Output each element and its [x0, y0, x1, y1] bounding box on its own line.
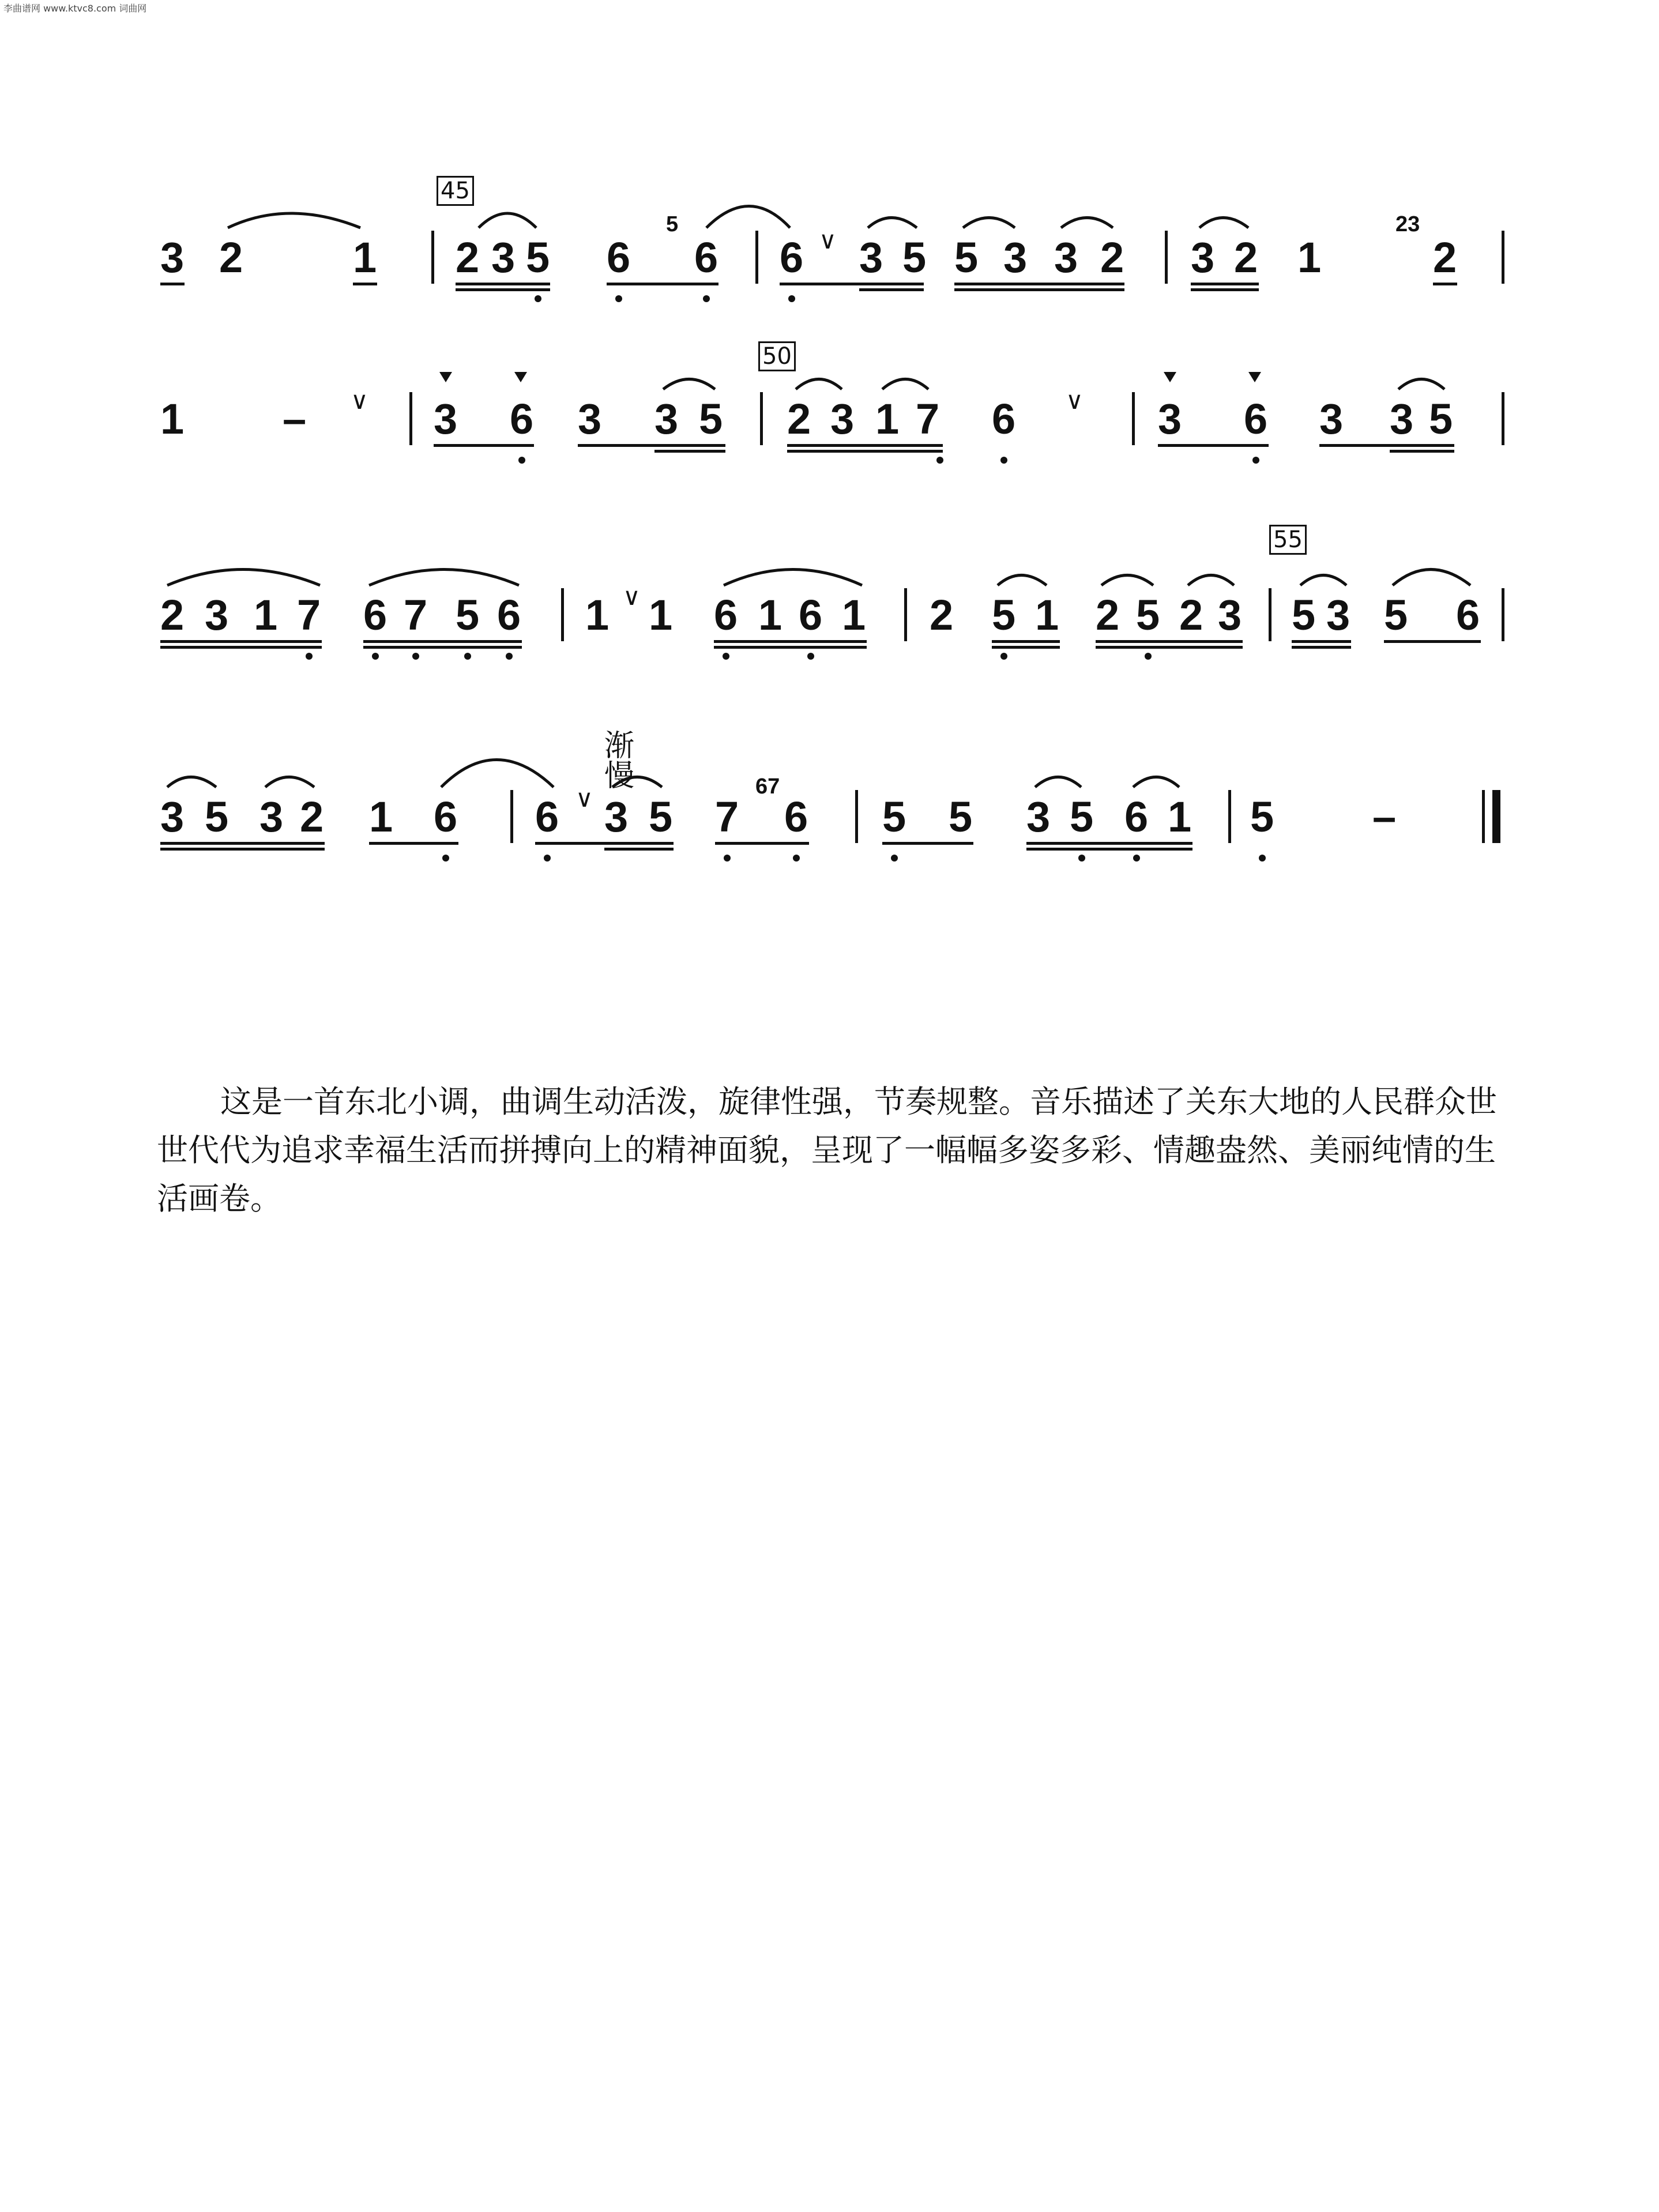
- slur: [441, 760, 554, 788]
- slur: [724, 570, 862, 586]
- note: 2: [1234, 234, 1258, 281]
- note: 5: [1292, 591, 1316, 639]
- note: 6: [497, 591, 521, 639]
- slur: [882, 379, 928, 390]
- note: 5: [1250, 793, 1274, 841]
- slur-layer: [0, 0, 1659, 923]
- note: 3: [160, 234, 185, 281]
- note: 3: [1158, 395, 1182, 443]
- breath-mark: ∨: [623, 582, 641, 611]
- slur: [1393, 570, 1470, 586]
- description-paragraph: 这是一首东北小调，曲调生动活泼，旋律性强，节奏规整。音乐描述了关东大地的人民群众世世代代为追求幸福生活而拼搏向上的精神面貌，呈现了一幅幅多姿多彩、情趣盎然、美丽纯情的生活画卷。: [157, 1084, 1497, 1217]
- note: 3: [259, 793, 284, 841]
- note: 1: [875, 395, 900, 443]
- note: 1: [369, 793, 393, 841]
- note: 2: [1433, 234, 1457, 281]
- slur: [1398, 379, 1444, 390]
- note: 6: [992, 395, 1016, 443]
- rehearsal-mark: 55: [1269, 525, 1307, 555]
- slur: [1188, 575, 1234, 586]
- note: 7: [404, 591, 428, 639]
- note: 5: [1384, 591, 1408, 639]
- note: 1: [1297, 234, 1322, 281]
- note: 6: [434, 793, 458, 841]
- note: 3: [160, 793, 185, 841]
- note: 5: [902, 234, 927, 281]
- note: 6: [535, 793, 559, 841]
- slur: [1199, 218, 1248, 228]
- note: 1: [585, 591, 610, 639]
- note: 5: [1070, 793, 1094, 841]
- note: –: [283, 395, 307, 443]
- note: 2: [219, 234, 243, 281]
- site-header: 李曲谱网 www.ktvc8.com 词曲网: [3, 3, 147, 14]
- note: 5: [949, 793, 973, 841]
- note: 7: [715, 793, 739, 841]
- rehearsal-mark: 45: [437, 176, 474, 206]
- note: 3: [1218, 591, 1242, 639]
- slur: [612, 777, 662, 788]
- grace-note: 23: [1395, 212, 1420, 236]
- note: 3: [1326, 591, 1350, 639]
- note: 6: [363, 591, 388, 639]
- note: 3: [434, 395, 458, 443]
- note: 2: [930, 591, 954, 639]
- note: 2: [300, 793, 324, 841]
- note: 3: [604, 793, 629, 841]
- note: 1: [1168, 793, 1192, 841]
- tempo-marking: 渐慢: [604, 729, 635, 793]
- note: 1: [842, 591, 866, 639]
- note: 3: [1003, 234, 1028, 281]
- note: 3: [1191, 234, 1215, 281]
- note: 1: [649, 591, 673, 639]
- note: 5: [205, 793, 229, 841]
- note: 6: [1244, 395, 1268, 443]
- note: 6: [510, 395, 534, 443]
- note: 6: [1124, 793, 1149, 841]
- grace-note: 67: [755, 774, 780, 799]
- slur: [167, 777, 216, 788]
- note: 6: [714, 591, 738, 639]
- note: 1: [254, 591, 278, 639]
- slur: [1061, 218, 1113, 228]
- note: 1: [758, 591, 783, 639]
- note: 3: [1026, 793, 1051, 841]
- note: 3: [1054, 234, 1078, 281]
- note: 1: [1035, 591, 1059, 639]
- note: 2: [1179, 591, 1203, 639]
- note: 5: [1429, 395, 1453, 443]
- note: 6: [780, 234, 804, 281]
- breath-mark: ∨: [1066, 386, 1084, 415]
- grace-note: 5: [666, 212, 679, 236]
- slur: [479, 213, 536, 228]
- slur: [369, 570, 519, 586]
- slur: [796, 379, 842, 390]
- note: 5: [954, 234, 979, 281]
- slur: [868, 218, 917, 228]
- slur: [706, 206, 790, 228]
- note: 3: [205, 591, 229, 639]
- note: 6: [607, 234, 631, 281]
- note: 5: [649, 793, 673, 841]
- note: 3: [491, 234, 516, 281]
- note: 3: [1319, 395, 1344, 443]
- slur: [1300, 575, 1346, 586]
- note: 2: [160, 591, 185, 639]
- note: 5: [456, 591, 480, 639]
- breath-mark: ∨: [575, 784, 593, 812]
- note: 3: [654, 395, 679, 443]
- slur: [1133, 777, 1179, 788]
- note: 3: [1390, 395, 1414, 443]
- note: 5: [992, 591, 1016, 639]
- breath-mark: ∨: [819, 226, 837, 254]
- note: 6: [799, 591, 823, 639]
- note: 7: [916, 395, 940, 443]
- slur: [1035, 777, 1081, 788]
- note: 6: [1456, 591, 1480, 639]
- note: 7: [297, 591, 321, 639]
- note: 2: [1096, 591, 1120, 639]
- slur: [663, 379, 715, 390]
- note: 5: [526, 234, 550, 281]
- note: 5: [699, 395, 723, 443]
- note: 2: [456, 234, 480, 281]
- slur: [1101, 575, 1153, 586]
- note: 1: [353, 234, 377, 281]
- breath-mark: ∨: [351, 386, 368, 415]
- slur: [167, 570, 320, 586]
- note: –: [1372, 793, 1397, 841]
- slur: [963, 218, 1015, 228]
- note: 2: [1100, 234, 1124, 281]
- note: 1: [160, 395, 185, 443]
- note: 5: [1136, 591, 1160, 639]
- note: 5: [882, 793, 906, 841]
- note: 3: [859, 234, 883, 281]
- note: 3: [578, 395, 602, 443]
- note: 6: [784, 793, 808, 841]
- slur: [998, 575, 1047, 586]
- rehearsal-mark: 50: [758, 341, 796, 371]
- note: 2: [787, 395, 811, 443]
- slur: [265, 777, 314, 788]
- note: 3: [830, 395, 855, 443]
- slur: [228, 213, 360, 228]
- note: 6: [694, 234, 718, 281]
